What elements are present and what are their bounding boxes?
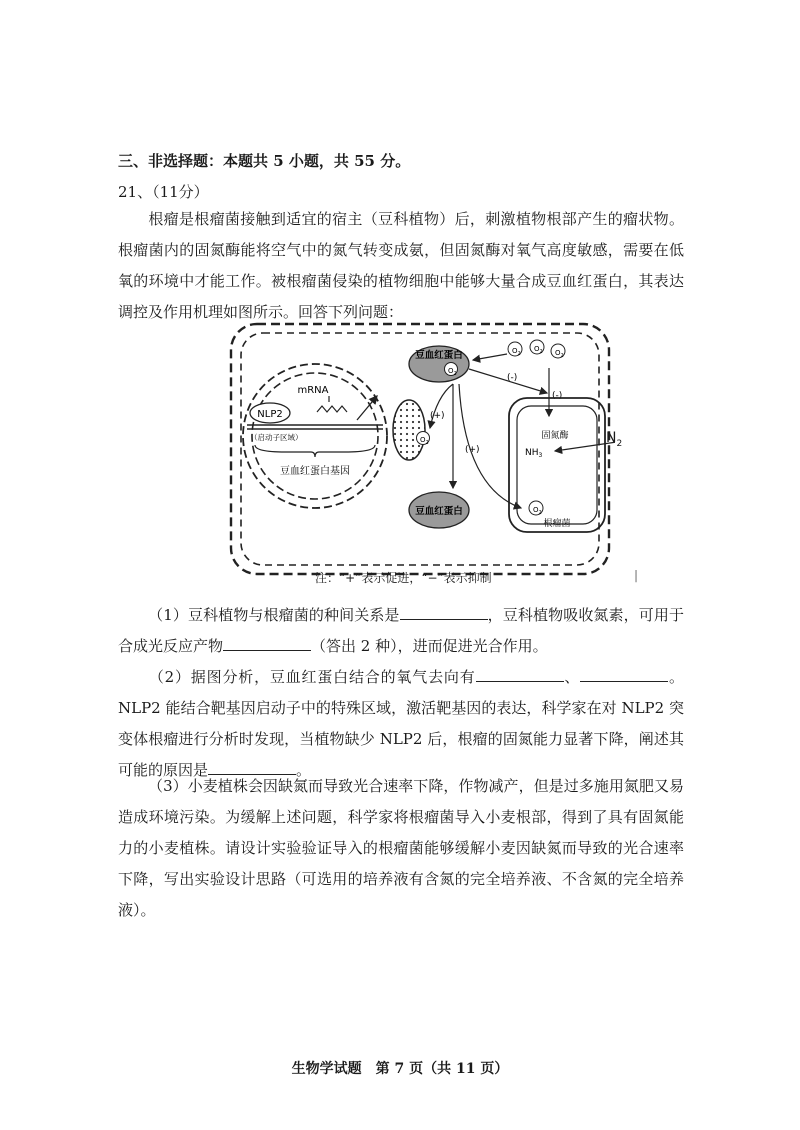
nlp2-label: NLP2 <box>257 409 283 420</box>
nh3-label: $NH_3$ <box>525 448 543 459</box>
answer-blank-3[interactable] <box>476 667 564 682</box>
gene-label: 豆血红蛋白基因 <box>280 466 350 477</box>
leghemoglobin-bottom-label: 豆血红蛋白 <box>415 506 463 517</box>
free-o2-1-label: $O_2$ <box>512 347 521 357</box>
free-o2-2-label: $O_2$ <box>534 345 543 355</box>
rhizobium-outer <box>509 398 605 532</box>
rhizobium-label: 根瘤菌 <box>543 519 571 529</box>
o2-binding-arrow <box>473 354 507 360</box>
nitrogenase-label: 固氮酶 <box>541 431 569 441</box>
promoter-label: （启动子区域） <box>250 433 303 442</box>
figure-note: 注：“+”表示促进，“−”表示抑制 <box>315 571 492 585</box>
o2-to-mito-arrow <box>430 384 453 428</box>
rhizobium-o2-label: $O_2$ <box>533 506 542 516</box>
bound-o2-label: $O_2$ <box>448 367 457 377</box>
free-o2-3-label: $O_2$ <box>555 349 564 359</box>
question-2: （2）据图分析，豆血红蛋白结合的氧气去向有 、 。NLP2 能结合靶基因启动子中的特殊区域，激活靶基因的表达，科学家在对 NLP2 突变体根瘤进行分析时发现，当植物缺少 NLP2 后，根瘤的固氮能力显著下降，阐述其可能的原因是 。 <box>118 668 684 779</box>
answer-blank-1[interactable] <box>400 605 488 620</box>
question-1: （1）豆科植物与根瘤菌的种间关系是 ，豆科植物吸收氮素，可用于合成光反应产物 （答出 2 种），进而促进光合作用。 <box>118 606 684 655</box>
answer-blank-2[interactable] <box>223 636 311 651</box>
mrna-label: mRNA <box>297 385 329 396</box>
plus-label-2: (+) <box>465 445 480 455</box>
question-header: 21、（11分） <box>118 183 209 201</box>
mito-o2-label: $O_2$ <box>420 436 429 446</box>
mrna-wave <box>317 406 347 412</box>
intro-text: 根瘤是根瘤菌接触到适宜的宿主（豆科植物）后，刺激植物根部产生的瘤状物。根瘤菌内的固氮酶能将空气中的氮气转变成氨，但固氮酶对氧气高度敏感，需要在低氧的环境中才能工作。被根瘤菌侵染的植物细胞中能够大量合成豆血红蛋白，其表达调控及作用机理如图所示。回答下列问题： <box>118 210 684 321</box>
page-footer: 生物学试题 第 7 页（共 11 页） <box>291 1061 509 1077</box>
transcription-arrow <box>357 396 377 420</box>
nodule-mechanism-diagram <box>225 318 615 582</box>
minus-label-2: (-) <box>552 391 563 401</box>
gene-brace <box>255 445 375 457</box>
minus-label-1: (-) <box>507 373 518 383</box>
question-3: （3）小麦植株会因缺氮而导致光合速率下降，作物减产，但是过多施用氮肥又易造成环境污染。为缓解上述问题，科学家将根瘤菌导入小麦根部，得到了具有固氮能力的小麦植株。请设计实验验证导入的根瘤菌能够缓解小麦因缺氮而导致的光合速率下降，写出实验设计思路（可选用的培养液有含氮的完全培养液、不含氮的完全培养液）。 <box>118 777 684 919</box>
answer-blank-4[interactable] <box>580 667 668 682</box>
plus-label-1: (+) <box>430 411 445 421</box>
n2-label: $N_2$ <box>606 430 623 449</box>
question-intro <box>118 204 684 328</box>
mitochondrion <box>393 400 425 460</box>
section-heading: 三、非选择题：本题共 5 小题，共 55 分。 <box>118 152 411 170</box>
scan-mark: | <box>634 568 639 582</box>
leghemoglobin-top-label: 豆血红蛋白 <box>415 350 463 361</box>
